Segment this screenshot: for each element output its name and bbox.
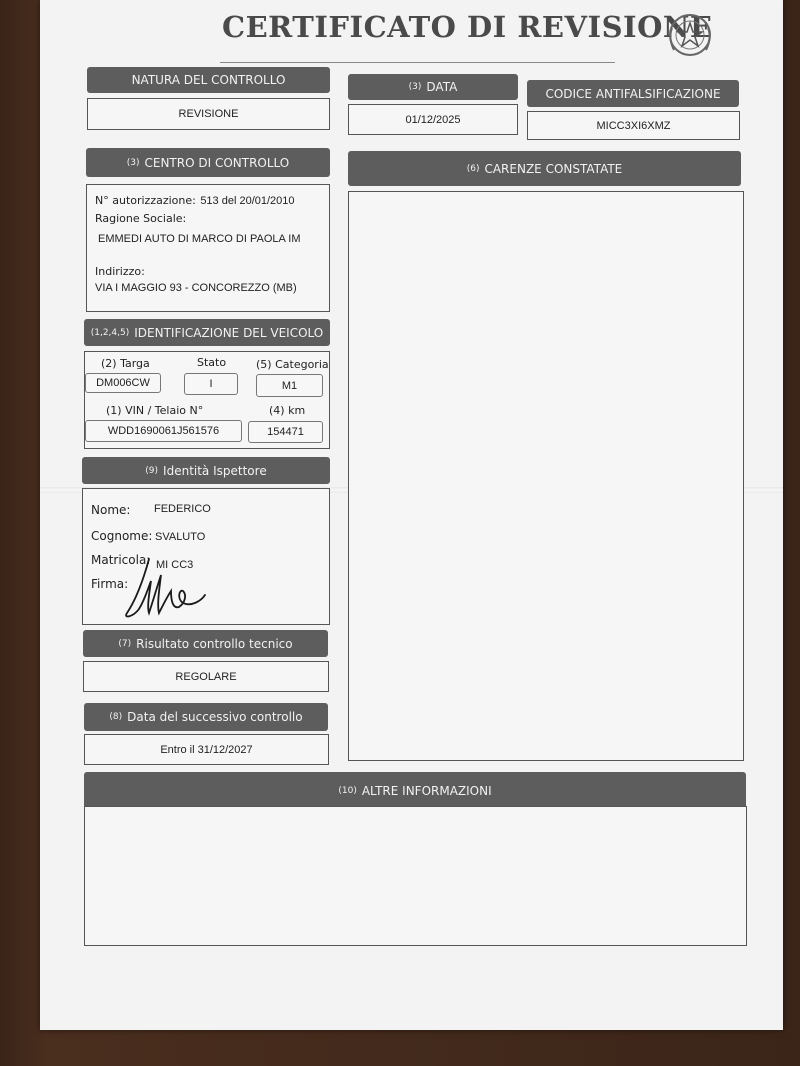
matricola-label: Matricola: <box>91 553 151 567</box>
centro-header <box>86 148 330 177</box>
carenze-num: (6) <box>466 163 480 174</box>
targa-label: (2) Targa <box>101 357 150 370</box>
document-title: CERTIFICATO DI REVISIONE <box>222 10 713 44</box>
risultato-num: (7) <box>118 638 132 649</box>
altre-num: (10) <box>338 785 357 796</box>
firma-label: Firma: <box>91 577 129 591</box>
data-num: (3) <box>408 82 422 92</box>
cognome-value: SVALUTO <box>155 531 206 543</box>
veicolo-box <box>84 351 330 449</box>
title-underline <box>220 62 615 63</box>
natura-header: NATURA DEL CONTROLLO <box>87 67 330 93</box>
ragione-value: EMMEDI AUTO DI MARCO DI PAOLA IM <box>98 233 301 245</box>
veicolo-header <box>84 319 330 346</box>
carenze-box <box>348 191 744 761</box>
stato-value: I <box>184 373 238 395</box>
ispettore-num: (9) <box>145 465 159 476</box>
indirizzo-label: Indirizzo: <box>95 265 145 278</box>
matricola-value: MI CC3 <box>156 559 194 571</box>
data-label: DATA <box>426 80 458 94</box>
successivo-num: (8) <box>109 712 123 722</box>
successivo-label: Data del successivo controllo <box>127 710 303 724</box>
risultato-label: Risultato controllo tecnico <box>136 636 293 651</box>
carenze-label: CARENZE CONSTATATE <box>484 161 623 176</box>
ispettore-label: Identità Ispettore <box>163 463 267 478</box>
veicolo-label: IDENTIFICAZIONE DEL VEICOLO <box>134 325 324 340</box>
data-header <box>348 74 518 100</box>
vin-value: WDD1690061J561576 <box>85 420 242 442</box>
altre-header <box>84 772 746 809</box>
nome-label: Nome: <box>91 503 131 517</box>
nome-value: FEDERICO <box>154 503 211 515</box>
stato-label: Stato <box>197 356 227 369</box>
centro-box <box>86 184 330 312</box>
risultato-header <box>83 630 328 657</box>
autorizzazione-value: 513 del 20/01/2010 <box>200 195 295 207</box>
ispettore-box <box>82 488 330 625</box>
signature-icon <box>121 551 211 623</box>
altre-label: ALTRE INFORMAZIONI <box>361 783 492 798</box>
cognome-label: Cognome: <box>91 529 153 543</box>
carenze-header <box>348 151 741 186</box>
successivo-value: Entro il 31/12/2027 <box>84 734 329 765</box>
emblem-icon <box>664 8 716 62</box>
successivo-header <box>84 703 328 731</box>
codice-header: CODICE ANTIFALSIFICAZIONE <box>527 80 739 107</box>
targa-value: DM006CW <box>85 373 161 393</box>
km-value: 154471 <box>248 421 323 443</box>
natura-value: REVISIONE <box>87 98 330 130</box>
centro-num: (3) <box>126 157 140 168</box>
veicolo-num: (1,2,4,5) <box>90 327 130 338</box>
ispettore-header <box>82 457 330 484</box>
ragione-label: Ragione Sociale: <box>95 212 187 225</box>
km-label: (4) km <box>269 404 306 417</box>
categoria-label: (5) Categoria <box>256 358 329 371</box>
data-value: 01/12/2025 <box>348 104 518 135</box>
vin-label: (1) VIN / Telaio N° <box>106 404 204 417</box>
codice-value: MICC3XI6XMZ <box>527 111 740 140</box>
indirizzo-value: VIA I MAGGIO 93 - CONCOREZZO (MB) <box>95 282 297 294</box>
centro-label: CENTRO DI CONTROLLO <box>144 155 290 170</box>
altre-box <box>84 806 747 946</box>
autorizzazione-label: N° autorizzazione: <box>95 194 196 207</box>
categoria-value: M1 <box>256 374 323 397</box>
risultato-value: REGOLARE <box>83 661 329 692</box>
